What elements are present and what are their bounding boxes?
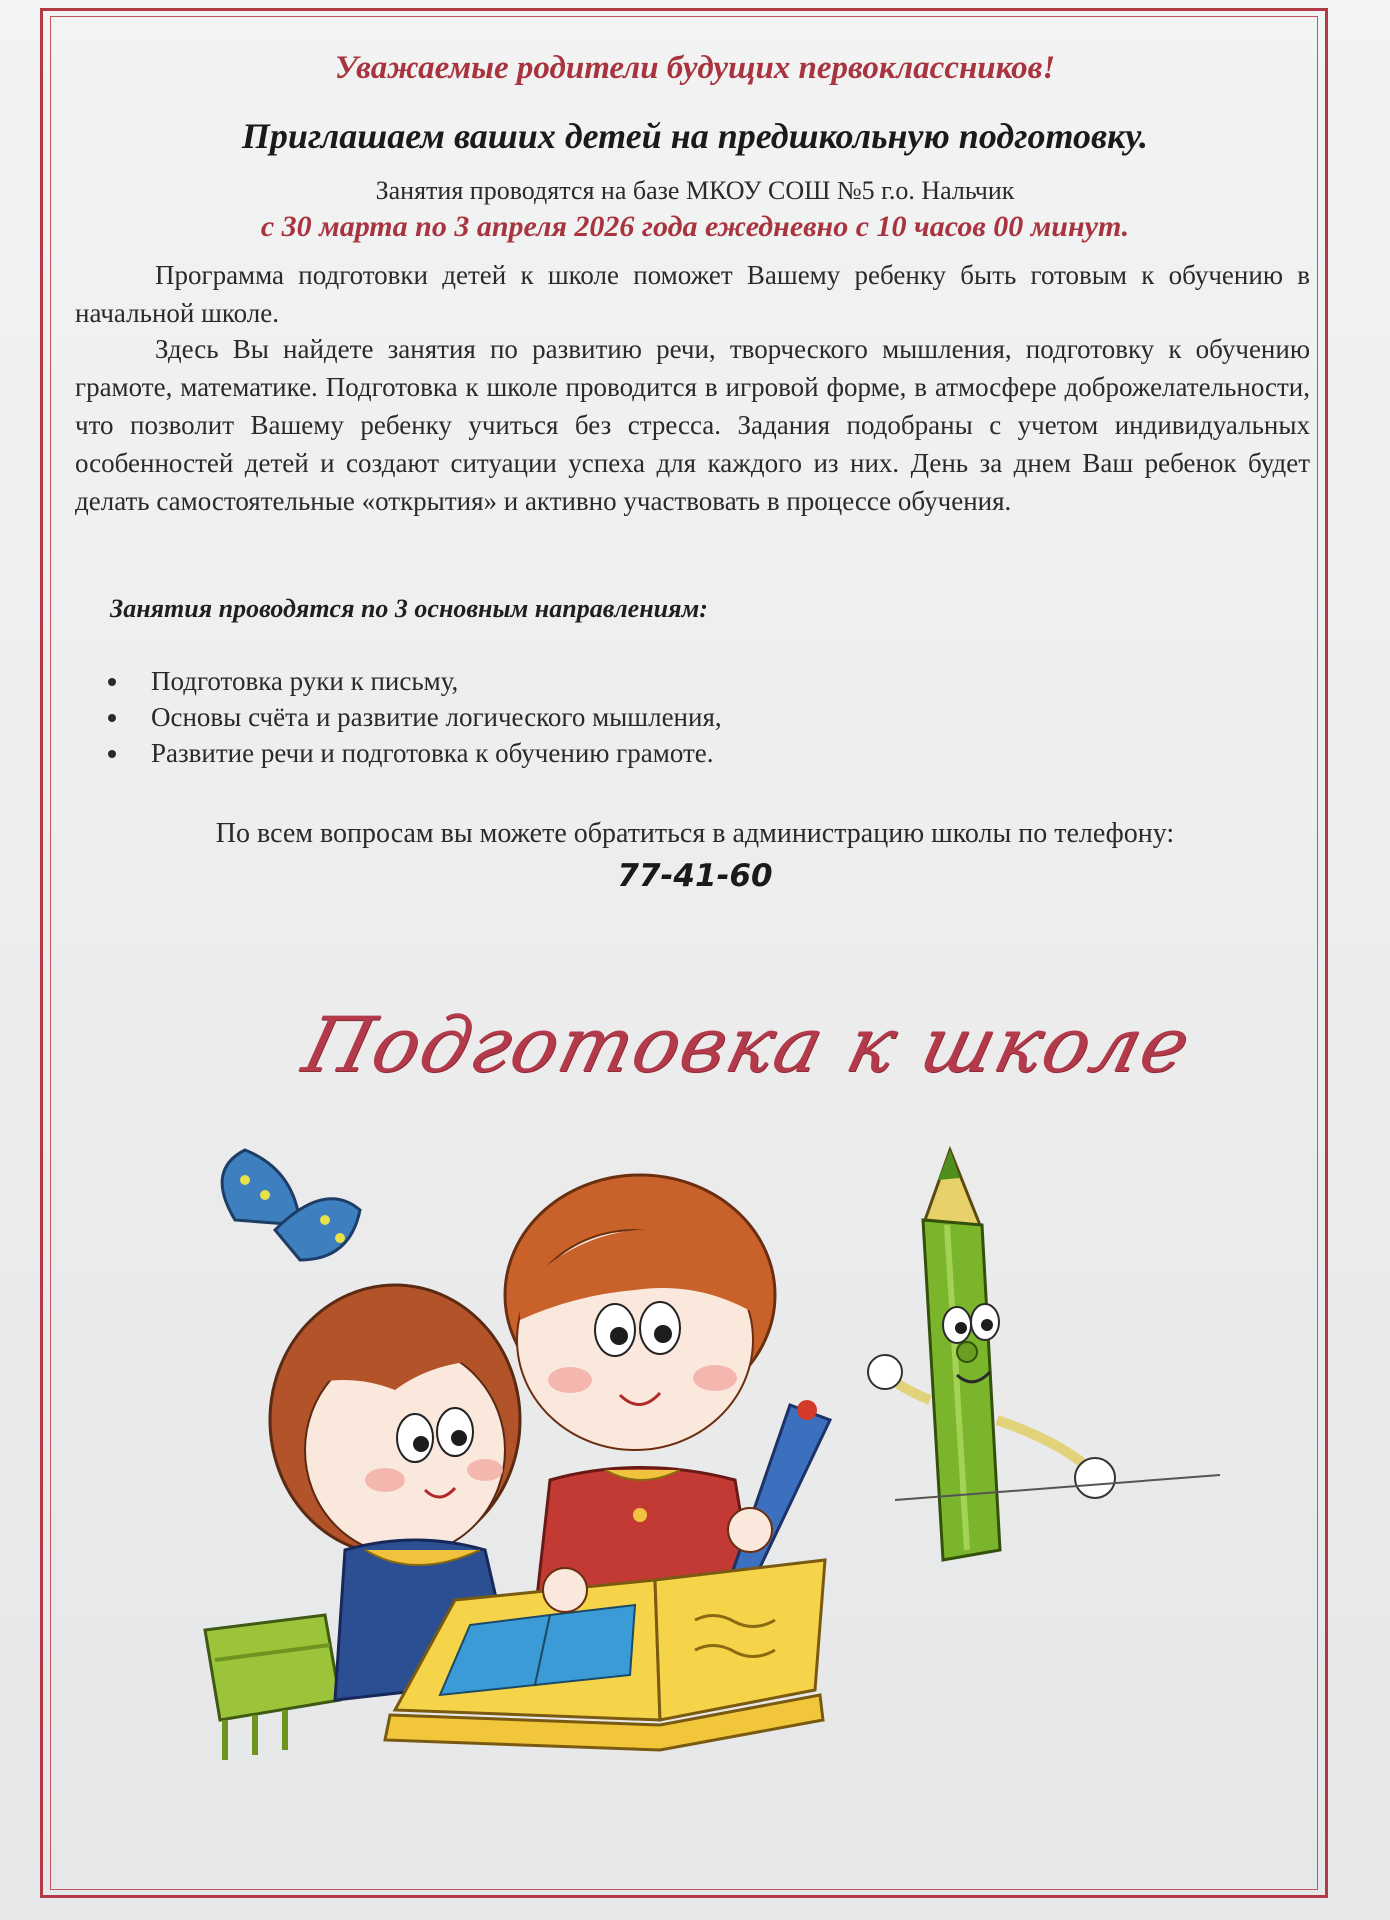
- heading: Уважаемые родители будущих первоклассников!: [334, 50, 1056, 86]
- paragraph-program: Программа подготовки детей к школе поможет Вашему ребенку быть готовым к обучению в начальной школе.: [75, 260, 1310, 328]
- list-item: [108, 699, 722, 735]
- subheading: Приглашаем ваших детей на предшкольную подготовку.: [241, 116, 1149, 156]
- venue-line: Занятия проводятся на базе МКОУ СОШ №5 г.о. Нальчик: [375, 176, 1015, 205]
- bullet-icon: [108, 678, 116, 686]
- contact-text: По всем вопросам вы можете обратиться в администрацию школы по телефону:: [215, 818, 1175, 849]
- list-item: [108, 735, 722, 771]
- children-illustration: [95, 1060, 1255, 1800]
- phone-number: 77-41-60: [617, 858, 773, 894]
- bench-icon: [205, 1615, 340, 1760]
- boy-icon: [505, 1175, 775, 1615]
- bullet-icon: [108, 714, 116, 722]
- bullet-icon: [108, 750, 116, 758]
- dates-line: с 30 марта по 3 апреля 2026 года ежедневно с 10 часов 00 минут.: [260, 210, 1130, 243]
- directions-list: [108, 663, 722, 771]
- script-title: Подготовка к школе: [295, 1000, 1201, 1089]
- direction-text: Развитие речи и подготовка к обучению грамоте.: [151, 738, 714, 768]
- direction-text: Подготовка руки к письму,: [151, 666, 459, 696]
- paragraph-details: Здесь Вы найдете занятия по развитию речи, творческого мышления, подготовку к обучению грамоте, математике. Подготовка к школе проводится в игровой форме, в атмосфере доброжелательности, что позволит Вашему ребенку учиться без стресса. Задания подобраны с учетом индивидуальных особенностей детей и создают ситуации успеха для каждого из них. День за днем Ваш ребенок будет делать самостоятельные «открытия» и активно участвовать в процессе обучения.: [75, 334, 1310, 516]
- direction-text: Основы счёта и развитие логического мышления,: [151, 702, 722, 732]
- pencil-icon: [868, 1150, 1220, 1560]
- list-item: [108, 663, 722, 699]
- directions-title: Занятия проводятся по 3 основным направлениям:: [110, 594, 708, 623]
